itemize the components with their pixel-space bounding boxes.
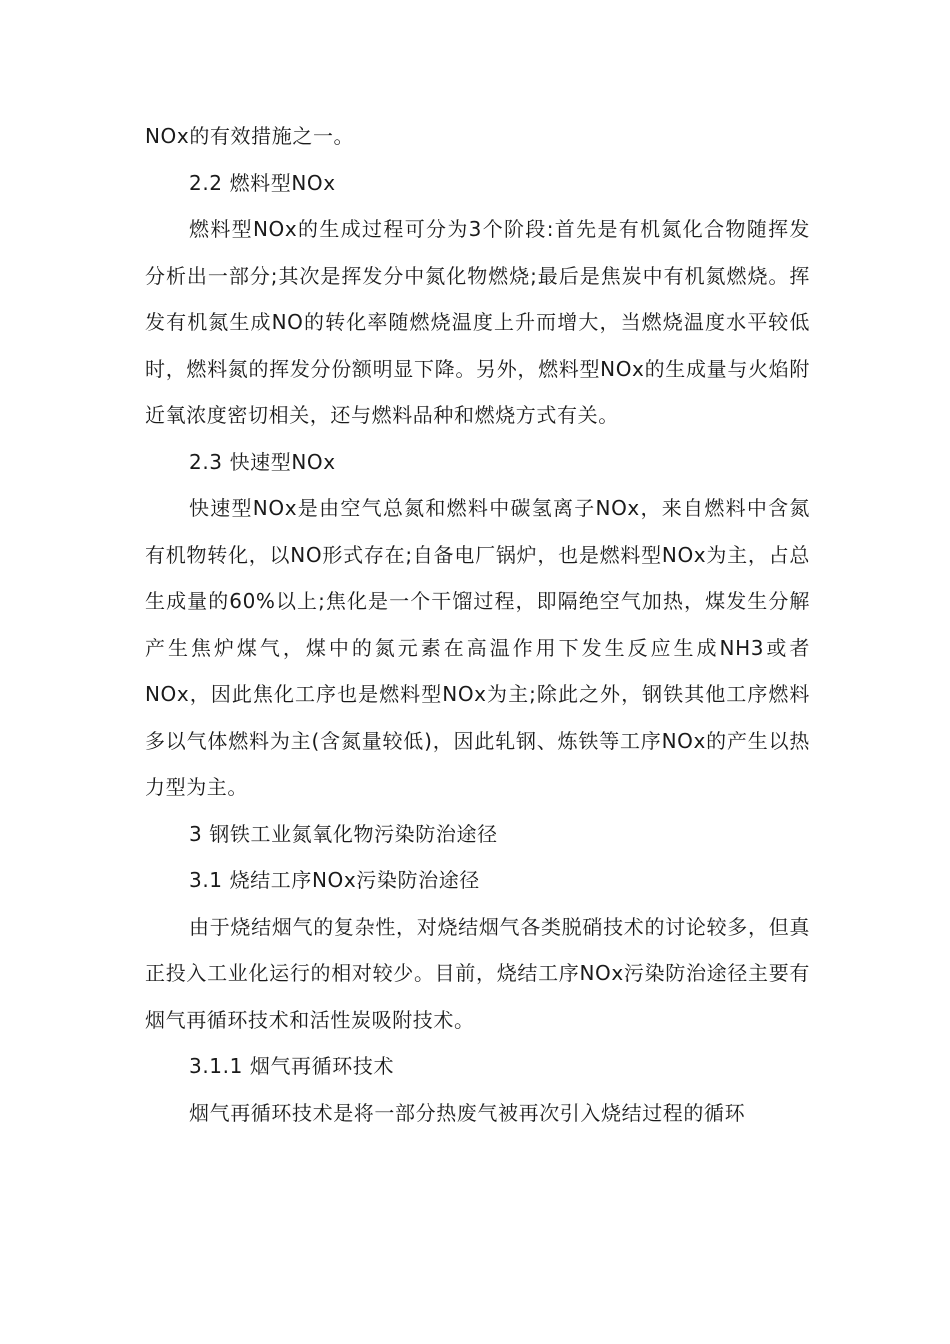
section-heading-3: 3 钢铁工业氮氧化物污染防治途径 [189, 821, 498, 846]
document-body [145, 113, 810, 1136]
paragraph-continuation: NOx的有效措施之一。 [145, 124, 355, 148]
paragraph-sintering: 由于烧结烟气的复杂性，对烧结烟气各类脱硝技术的讨论较多，但真正投入工业化运行的相对较少。目前，烧结工序NOx污染防治途径主要有烟气再循环技术和活性炭吸附技术。 [145, 914, 810, 1032]
paragraph-fuel-nox: 燃料型NOx的生成过程可分为3个阶段:首先是有机氮化合物随挥发分析出一部分;其次是挥发分中氮化物燃烧;最后是焦炭中有机氮燃烧。挥发有机氮生成NO的转化率随燃烧温度上升而增大，当燃烧温度水平较低时，燃料氮的挥发分份额明显下降。另外，燃料型NOx的生成量与火焰附近氧浓度密切相关，还与燃料品种和燃烧方式有关。 [145, 217, 810, 427]
section-heading-2-2: 2.2 燃料型NOx [189, 170, 336, 195]
section-heading-3-1-1: 3.1.1 烟气再循环技术 [189, 1054, 395, 1078]
section-heading-2-3: 2.3 快速型NOx [189, 449, 336, 474]
paragraph-flue-gas-recirculation: 烟气再循环技术是将一部分热废气被再次引入烧结过程的循环 [189, 1100, 746, 1125]
paragraph-prompt-nox: 快速型NOx是由空气总氮和燃料中碳氢离子NOx，来自燃料中含氮有机物转化，以NO形式存在;自备电厂锅炉，也是燃料型NOx为主，占总生成量的60%以上;焦化是一个干馏过程，即隔绝空气加热，煤发生分解产生焦炉煤气，煤中的氮元素在高温作用下发生反应生成NH3或者NOx，因此焦化工序也是燃料型NOx为主;除此之外，钢铁其他工序燃料多以气体燃料为主(含氮量较低)，因此轧钢、炼铁等工序NOx的产生以热力型为主。 [145, 496, 810, 799]
section-heading-3-1: 3.1 烧结工序NOx污染防治途径 [189, 868, 480, 892]
